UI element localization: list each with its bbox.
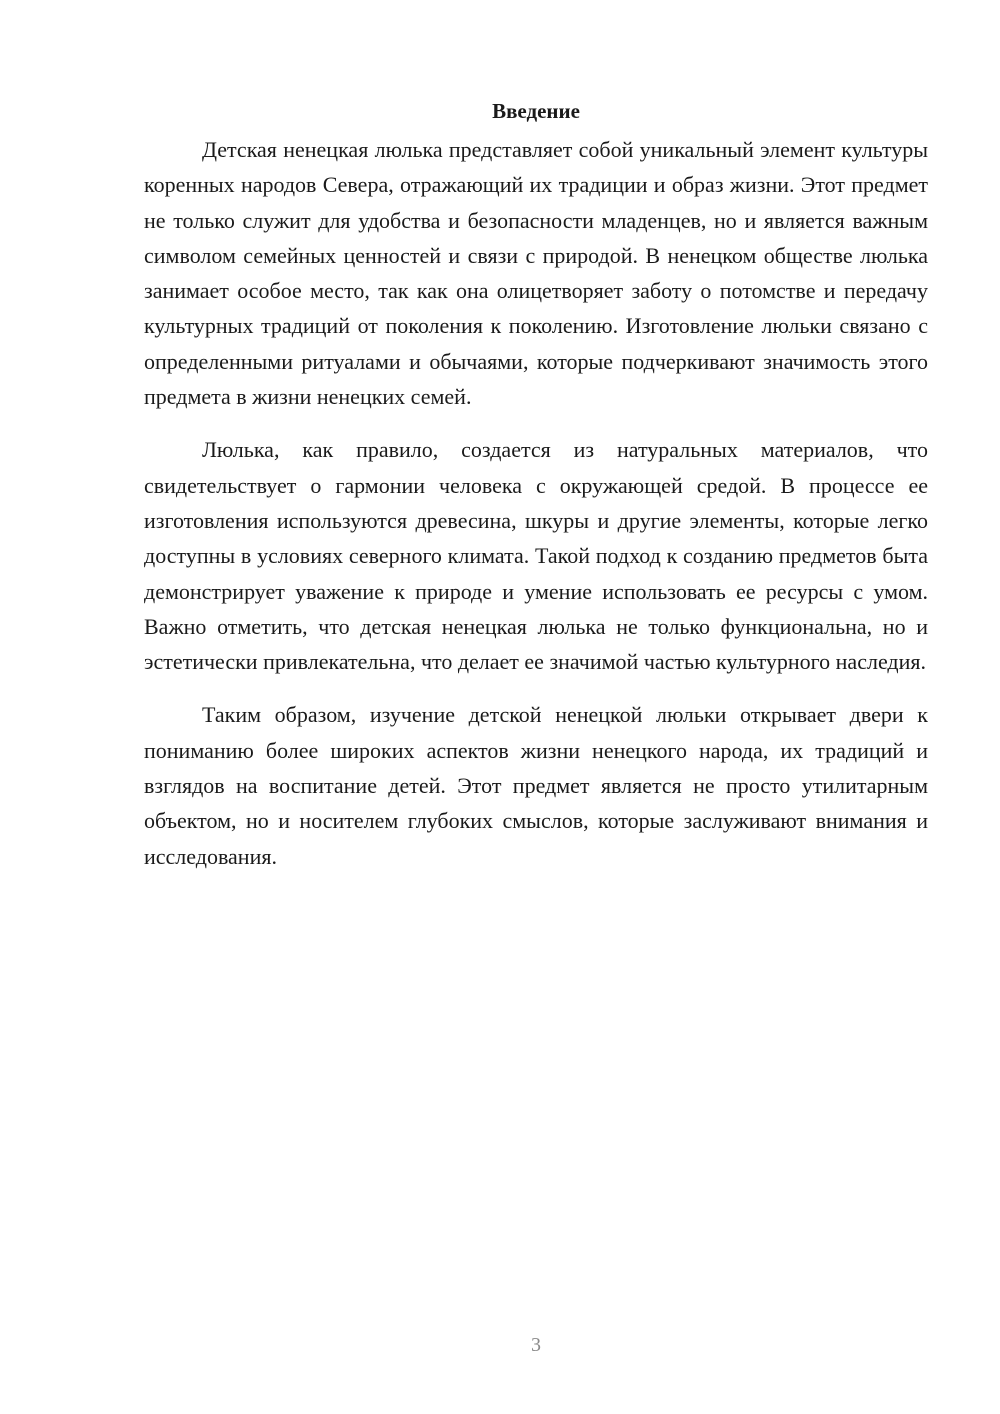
paragraph-1: Детская ненецкая люлька представляет собой уникальный элемент культуры коренных народов Севера, отражающий их традиции и образ жизни. Этот предмет не только служит для удобства и безопасности младенцев, но и является важным символом семейных ценностей и связи с природой. В ненецком обществе люлька занимает особое место, так как она олицетворяет заботу о потомстве и передачу культурных традиций от поколения к поколению. Изготовление люльки связано с определенными ритуалами и обычаями, которые подчеркивают значимость этого предмета в жизни ненецких семей. — [144, 137, 928, 410]
page-number: 3 — [531, 1334, 541, 1356]
paragraph-2: Люлька, как правило, создается из натуральных материалов, что свидетельствует о гармонии человека с окружающей средой. В процессе ее изготовления используются древесина, шкуры и другие элементы, которые легко доступны в условиях северного климата. Такой подход к созданию предметов быта демонстрирует уважение к природе и умение использовать ее ресурсы с умом. Важно отметить, что детская ненецкая люлька не только функциональна, но и эстетически привлекательна, что делает ее значимой частью культурного наследия. — [144, 437, 928, 675]
section-title: Введение — [492, 99, 580, 123]
page-content — [144, 96, 928, 892]
paragraph-3: Таким образом, изучение детской ненецкой люльки открывает двери к пониманию более широких аспектов жизни ненецкого народа, их традиций и взглядов на воспитание детей. Этот предмет является не просто утилитарным объектом, но и носителем глубоких смыслов, которые заслуживают внимания и исследования. — [144, 702, 928, 869]
